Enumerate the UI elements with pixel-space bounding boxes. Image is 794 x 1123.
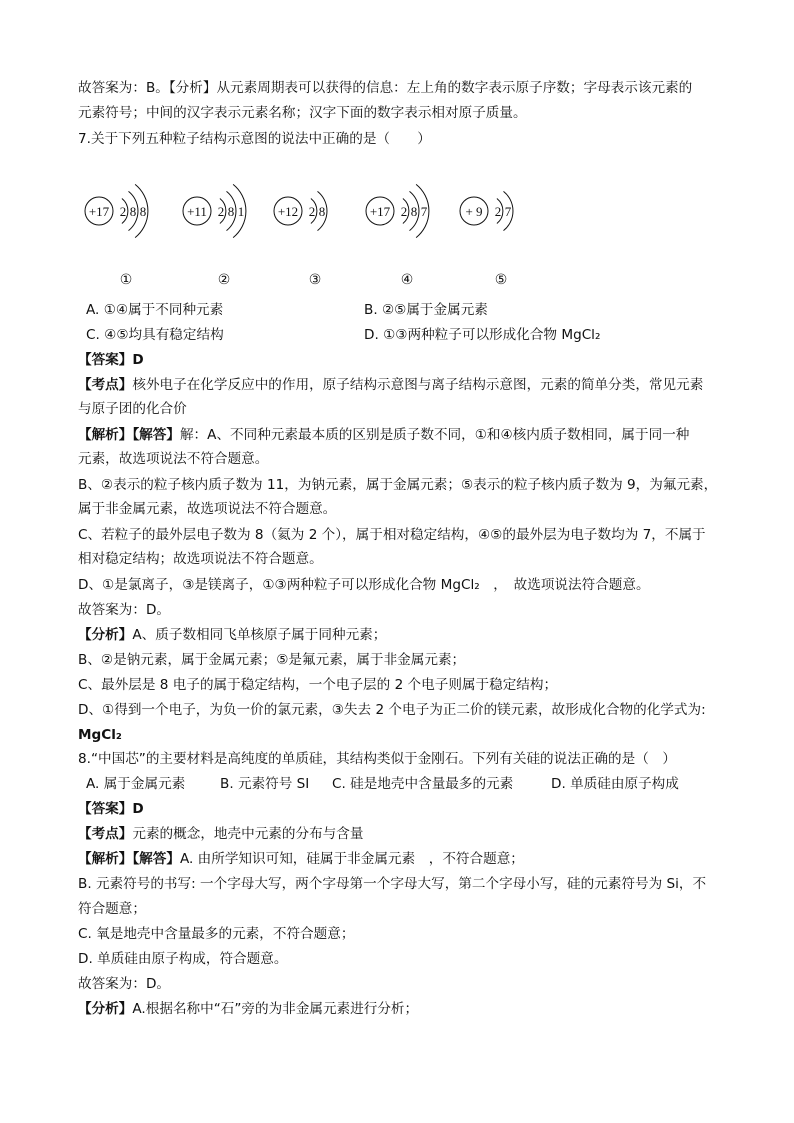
summary-tag: 【分析】	[78, 627, 133, 643]
diagram-label: ④	[400, 272, 414, 288]
knowledge-text: 核外电子在化学反应中的作用，原子结构示意图与离子结构示意图，元素的简单分类，常见元素	[132, 377, 704, 393]
summary-line	[78, 625, 386, 645]
text-line: D、①得到一个电子，为负一价的氯元素，③失去 2 个电子为正二价的镁元素，故形成化合物的化学式为:	[78, 702, 706, 718]
text-line: C、若粒子的最外层电子数为 8（氦为 2 个），属于相对稳定结构，④⑤的最外层为电子数均为 7，不属于	[78, 527, 706, 543]
text-line: B. 元素符号的书写: 一个字母大写，两个字母第一个字母大写，第二个字母小写，硅的元素符号为 Si，不	[78, 876, 707, 892]
text-line: 元素，故选项说法不符合题意。	[78, 451, 269, 467]
answer-tag: 【答案】	[78, 801, 133, 817]
knowledge-point-line	[78, 824, 363, 844]
diagram-label: ⑤	[494, 272, 508, 288]
nucleus-charge: +12	[277, 204, 299, 219]
electron-count: 7	[420, 204, 428, 219]
text-line: B、②表示的粒子核内质子数为 11，为钠元素，属于金属元素；⑤表示的粒子核内质子数为 9，为氟元素，	[78, 477, 718, 493]
summary-text: A、质子数相同飞单核原子属于同种元素；	[132, 627, 387, 643]
answer-line	[78, 350, 144, 370]
analysis-tag: 【解析】【解答】	[78, 851, 180, 867]
answer-value: D	[132, 352, 144, 368]
text-line: C. 氧是地壳中含量最多的元素，不符合题意；	[78, 926, 355, 942]
answer-line	[78, 799, 144, 819]
analysis-text: A. 由所学知识可知，硅属于非金属元素 ，不符合题意；	[179, 851, 524, 867]
final-answer-line: 故答案为：D。	[78, 602, 171, 618]
electron-count: 2	[217, 204, 225, 219]
diagram-label: ①	[119, 272, 133, 288]
atomic-structure-diagrams	[78, 160, 558, 300]
electron-count: 7	[504, 204, 512, 219]
option-b: B. 元素符号 SI	[220, 776, 310, 792]
analysis-tag: 【解析】【解答】	[78, 427, 180, 443]
option-a: A. 属于金属元素	[86, 776, 186, 792]
diagram-svg	[78, 160, 558, 300]
text-line: 相对稳定结构；故选项说法不符合题意。	[78, 551, 323, 567]
text-line: 元素符号；中间的汉字表示元素名称；汉字下面的数字表示相对原子质量。	[78, 105, 527, 121]
answer-tag: 【答案】	[78, 352, 133, 368]
knowledge-tag: 【考点】	[78, 377, 133, 393]
text-line: MgCl₂	[78, 727, 122, 743]
question-8-stem: 8.“中国芯”的主要材料是高纯度的单质硅，其结构类似于金刚石。下列有关硅的说法正确的是（ ）	[78, 751, 676, 767]
option-c: C. 硅是地壳中含量最多的元素	[332, 776, 514, 792]
text-line: D. 单质硅由原子构成，符合题意。	[78, 951, 288, 967]
answer-value: D	[132, 801, 144, 817]
text-line: 符合题意；	[78, 901, 146, 917]
text-line: 故答案为：B。【分析】从元素周期表可以获得的信息：左上角的数字表示原子序数；字母表示该元素的	[78, 80, 693, 96]
diagram-label: ②	[217, 272, 231, 288]
electron-count: 2	[400, 204, 408, 219]
knowledge-text: 元素的概念，地壳中元素的分布与含量	[132, 826, 364, 842]
question-7-stem: 7.关于下列五种粒子结构示意图的说法中正确的是（ ）	[78, 131, 431, 147]
summary-text: A.根据名称中“石”旁的为非金属元素进行分析；	[132, 1001, 419, 1017]
analysis-line	[78, 425, 689, 445]
nucleus-charge: +17	[369, 204, 391, 219]
text-line: B、②是钠元素，属于金属元素；⑤是氟元素，属于非金属元素；	[78, 652, 466, 668]
option-c: C. ④⑤均具有稳定结构	[86, 327, 224, 343]
text-line: D、①是氯离子，③是镁离子，①③两种粒子可以形成化合物 MgCl₂ ， 故选项说法符合题意。	[78, 577, 650, 593]
option-d: D. 单质硅由原子构成	[551, 776, 679, 792]
diagram-label: ③	[308, 272, 322, 288]
nucleus-charge: + 9	[465, 204, 483, 219]
option-d: D. ①③两种粒子可以形成化合物 MgCl₂	[364, 327, 601, 343]
electron-count: 8	[139, 204, 147, 219]
option-a: A. ①④属于不同种元素	[86, 302, 224, 318]
text-line: C、最外层是 8 电子的属于稳定结构，一个电子层的 2 个电子则属于稳定结构；	[78, 677, 558, 693]
analysis-line	[78, 849, 524, 869]
electron-count: 8	[129, 204, 137, 219]
electron-count: 8	[227, 204, 235, 219]
electron-count: 2	[494, 204, 502, 219]
option-b: B. ②⑤属于金属元素	[364, 302, 488, 318]
electron-count: 8	[410, 204, 418, 219]
electron-count: 2	[119, 204, 127, 219]
electron-count: 8	[318, 204, 326, 219]
knowledge-point-line	[78, 375, 703, 395]
nucleus-charge: +17	[88, 204, 110, 219]
electron-count: 1	[237, 204, 245, 219]
electron-count: 2	[308, 204, 316, 219]
knowledge-tag: 【考点】	[78, 826, 133, 842]
text-line: 属于非金属元素，故选项说法不符合题意。	[78, 501, 337, 517]
summary-tag: 【分析】	[78, 1001, 133, 1017]
summary-line	[78, 999, 418, 1019]
analysis-text: 解：A、不同种元素最本质的区别是质子数不同，①和④核内质子数相同，属于同一种	[179, 427, 690, 443]
final-answer-line: 故答案为：D。	[78, 976, 171, 992]
text-line: 与原子团的化合价	[78, 401, 187, 417]
nucleus-charge: +11	[187, 204, 207, 219]
